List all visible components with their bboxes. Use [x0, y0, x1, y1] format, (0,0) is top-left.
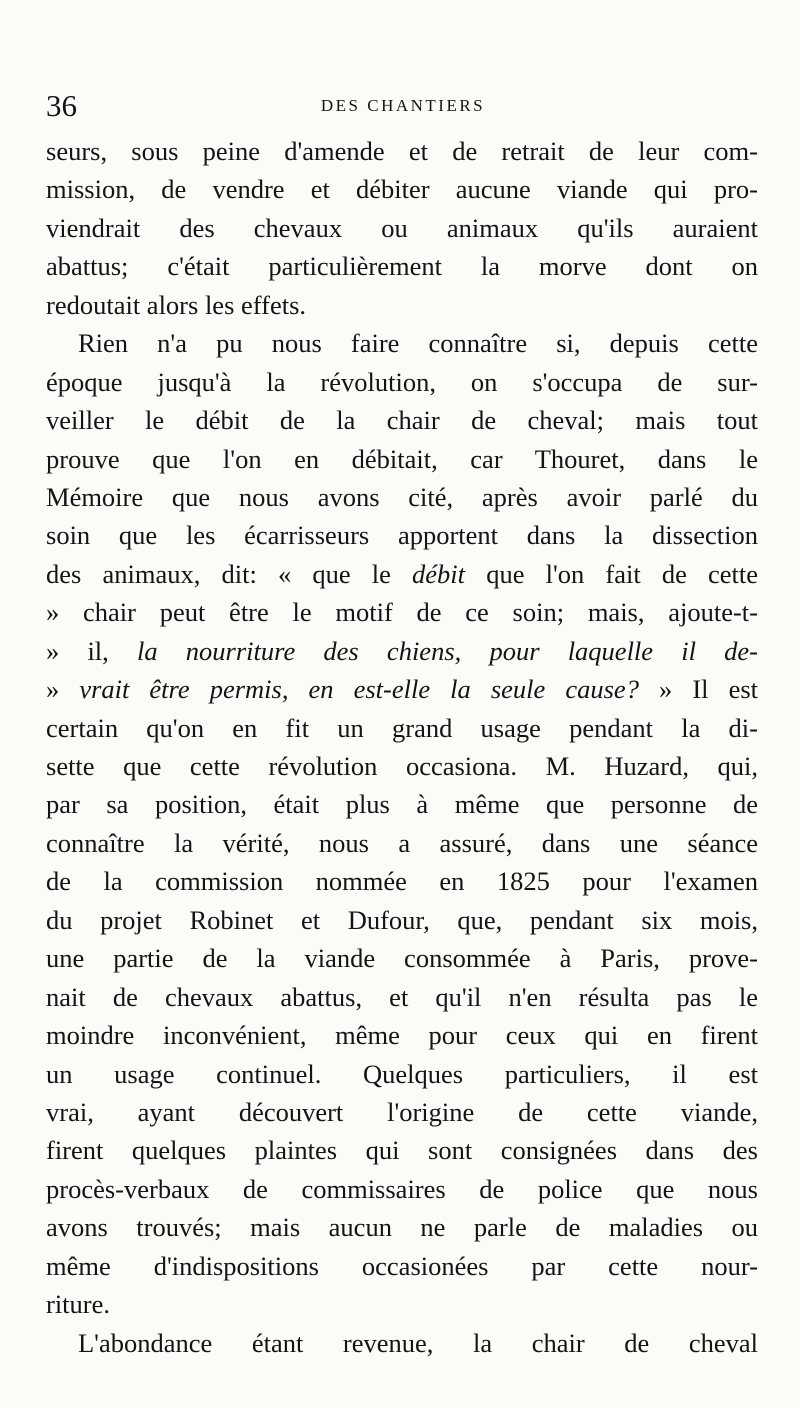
text-line: du projet Robinet et Dufour, que, pendant six mois, [46, 904, 758, 935]
text-line: sette que cette révolution occasiona. M. Huzard, qui, [46, 751, 758, 781]
text-line: » il, la nourriture des chiens, pour laquelle il de- [46, 635, 758, 666]
text-line: époque jusqu'à la révolution, on s'occupa de sur- [46, 366, 758, 397]
text-line: prouve que l'on en débitait, car Thouret, dans le [46, 443, 758, 474]
text-line: procès-verbaux de commissaires de police que nous [46, 1173, 758, 1204]
text-line: mission, de vendre et débiter aucune viande qui pro- [46, 174, 758, 205]
text-line: Rien n'a pu nous faire connaître si, depuis cette [78, 328, 758, 359]
text-line: des animaux, dit: « que le débit que l'on fait de cette [46, 558, 758, 589]
text-line: riture. [46, 1289, 111, 1320]
text-line: certain qu'on en fit un grand usage pendant la di- [46, 712, 758, 743]
text-line: une partie de la viande consommée à Paris, prove- [46, 943, 758, 974]
text-line: » vrait être permis, en est-elle la seule cause? » Il est [46, 674, 759, 705]
text-line: moindre inconvénient, même pour ceux qui en firent [46, 1020, 758, 1051]
running-head: DES CHANTIERS [320, 96, 486, 115]
text-line: firent quelques plaintes qui sont consignées dans des [46, 1135, 758, 1166]
text-line: connaître la vérité, nous a assuré, dans une séance [46, 827, 758, 858]
body-text [46, 132, 758, 1362]
page-header [46, 88, 760, 128]
italic-text: débit [412, 558, 466, 589]
text-line: vrai, ayant découvert l'origine de cette viande, [46, 1096, 758, 1127]
text-line: avons trouvés; mais aucun ne parle de maladies ou [46, 1212, 758, 1243]
text-line: de la commission nommée en 1825 pour l'examen [46, 866, 758, 897]
text-line: Mémoire que nous avons cité, après avoir parlé du [46, 481, 758, 512]
italic-text: la nourriture des chiens, pour laquelle il de- [136, 635, 758, 666]
text-line: L'abondance étant revenue, la chair de cheval [78, 1327, 758, 1358]
text-line: veiller le débit de la chair de cheval; mais tout [46, 405, 758, 436]
text-line: seurs, sous peine d'amende et de retrait de leur com- [46, 136, 758, 166]
text-line: » chair peut être le motif de ce soin; mais, ajoute-t- [46, 597, 758, 628]
text-line: soin que les écarrisseurs apportent dans la dissection [46, 520, 758, 551]
text-line: nait de chevaux abattus, et qu'il n'en résulta pas le [46, 981, 758, 1012]
text-line: même d'indispositions occasionées par cette nour- [46, 1250, 758, 1281]
text-line: un usage continuel. Quelques particuliers, il est [46, 1058, 758, 1089]
text-line: redoutait alors les effets. [46, 289, 307, 320]
text-line: viendrait des chevaux ou animaux qu'ils auraient [46, 212, 758, 243]
text-line: abattus; c'était particulièrement la morve dont on [46, 251, 758, 282]
italic-text: vrait être permis, en est-elle la seule cause? [79, 674, 639, 705]
text-line: par sa position, était plus à même que personne de [46, 789, 758, 820]
page-number: 36 [46, 88, 77, 123]
